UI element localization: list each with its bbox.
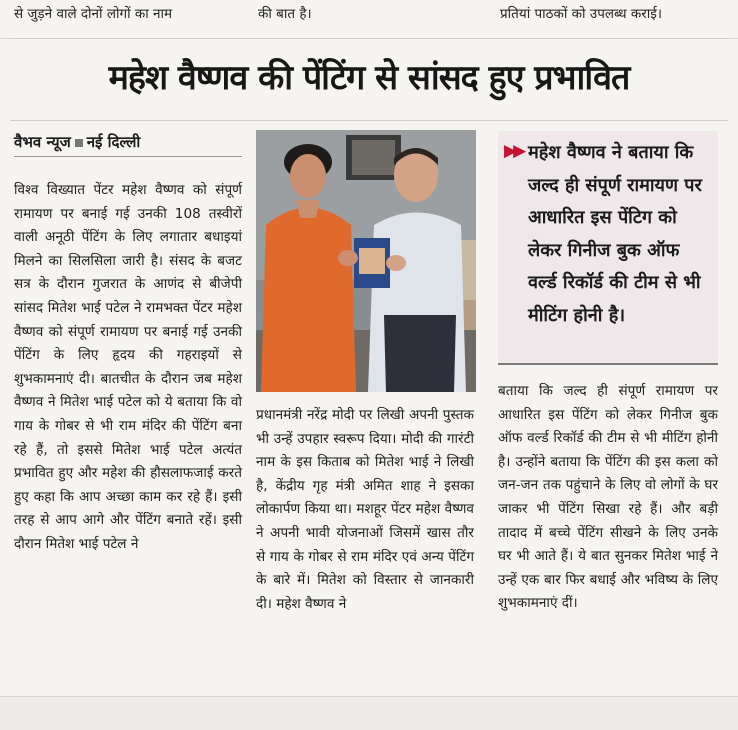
article-text: प्रधानमंत्री नरेंद्र मोदी पर लिखी अपनी पुस्तक भी उन्हें उपहार स्वरूप दिया। मोदी की गारंटी नाम के इस किताब को मितेश भाई ने लिखी है, केंद्रीय गृह मंत्री अमित शाह ने इसका लोकार्पण किया था। मशहूर पेंटर महेश वैष्णव ने अपनी भावी योजनाओं जिसमें खास तौर से गाय के गोबर से राम मंदिर एवं अन्य पेंटिंग के बारे में। मितेश को विस्तार से जानकारी दी। महेश वैष्णव ने — [256, 407, 474, 612]
article-column-2 — [256, 404, 474, 616]
previous-article-fragment — [0, 0, 738, 39]
byline-underline — [14, 156, 242, 157]
photo-illustration — [256, 130, 476, 392]
fragment-col1: से जुड़ने वाले दोनों लोगों का नाम — [14, 6, 173, 22]
article-column-3 — [498, 380, 718, 616]
double-arrow-icon: ▶▶ — [504, 141, 523, 161]
pull-quote-text: महेश वैष्णव ने बताया कि जल्द ही संपूर्ण रामायण पर आधारित इस पेंटिग को लेकर गिनीज बुक ऑफ वर्ल्ड रिकॉर्ड की टीम से भी मीटिंग होनी है। — [528, 142, 702, 326]
divider — [10, 38, 728, 39]
divider — [10, 120, 728, 121]
article-column-1 — [14, 179, 242, 557]
article-text: बताया कि जल्द ही संपूर्ण रामायण पर आधारित इस पेंटिंग को लेकर गिनीज बुक ऑफ वर्ल्ड रिकॉर्ड की टीम से भी मीटिंग होनी है। उन्होंने बताया कि पेंटिंग की इस कला को जन-जन तक पहुंचाने के लिए वो लोगों के घर जाकर भी पेंटिंग सिखा रहे हैं। और बड़ी तादाद में बच्चे पेंटिंग सीखने के लिए उनके घर भी आते हैं। ये बात सुनकर मितेश भाई ने उन्हें एक बार फिर बधाई और भविष्य के लिए शुभकामनाएं दीं। — [498, 383, 718, 612]
page-bottom-margin — [0, 696, 738, 730]
news-photo — [256, 130, 476, 392]
byline — [14, 132, 140, 152]
byline-location: नई दिल्ली — [86, 133, 141, 151]
article-text: विश्व विख्यात पेंटर महेश वैष्णव को संपूर्ण रामायण पर बनाई गई उनकी 108 तस्वीरों वाली अनूठी पेंटिंग के लिए लगातार बधाइयां मिलने का सिलसिला जारी है। संसद के बजट सत्र के दौरान गुजरात के आणंद से बीजेपी सांसद मितेश भाई पटेल ने रामभक्त पेंटर महेश वैष्णव को संपूर्ण रामायण पर बनाई गई उनकी पेंटिंग के लिए हृदय की गहराइयों से शुभकामनाएं दी। बातचीत के दौरान जब महेश वैष्णव ने मितेश भाई पटेल को ये बताया कि वो गाय के गोबर से भी राम मंदिर की पेंटिंग बना रहे हैं, तो इससे मितेश भाई पटेल अत्यंत प्रभावित हुए और महेश की हौसलाफजाई करते हुए कहा कि आप अच्छा काम कर रहे हैं। इसी तरह से आप आगे और पेंटिंग बनाते रहें। इसी दौरान मितेश भाई पटेल ने — [14, 182, 242, 552]
separator-square-icon — [75, 139, 83, 147]
headline: महेश वैष्णव की पेंटिंग से सांसद हुए प्रभावित — [108, 58, 630, 98]
byline-source: वैभव न्यूज — [14, 133, 71, 151]
fragment-col3: प्रतियां पाठकों को उपलब्ध कराई। — [500, 6, 662, 22]
fragment-col2: की बात है। — [258, 6, 312, 22]
pull-quote — [498, 131, 718, 365]
